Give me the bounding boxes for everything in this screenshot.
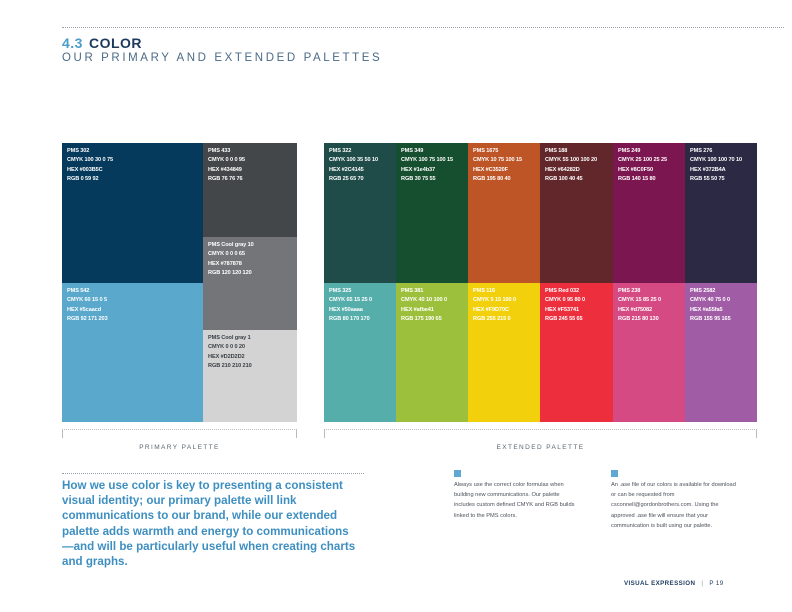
swatch-line: PMS 349 [401, 148, 424, 154]
swatch-line: HEX #8C0F50 [618, 166, 653, 173]
intro-paragraph: How we use color is key to presenting a consistent visual identity; our primary palette will link communications to our brand, while our extended palette adds warmth and energy to communications—and will be particularly useful when creating charts and graphs. [62, 479, 356, 569]
swatch-line: HEX #50aaaa [329, 306, 363, 313]
swatch-line: CMYK 40 75 0 0 [690, 297, 730, 304]
primary-palette-label: PRIMARY PALETTE [139, 444, 220, 451]
swatch-line: CMYK 0 95 80 0 [545, 297, 585, 304]
swatch-line: HEX #afbe41 [401, 306, 434, 313]
swatch-pms-cool-gray-10 [203, 237, 297, 330]
top-rule [62, 27, 784, 28]
swatch-line: HEX #d75082 [618, 306, 653, 313]
swatch-line: PMS 325 [329, 288, 352, 294]
swatch-line: PMS 433 [208, 148, 231, 154]
swatch-pms-302 [62, 143, 203, 283]
swatch-line: HEX #003B5C [67, 166, 103, 173]
swatch-pms-325 [324, 283, 396, 422]
swatch-line: RGB 255 215 0 [473, 316, 511, 323]
swatch-line: CMYK 100 100 70 10 [690, 157, 742, 164]
swatch-line: CMYK 60 15 0 5 [67, 297, 107, 304]
swatch-line: CMYK 5 15 100 0 [473, 297, 516, 304]
swatch-line: RGB 140 15 80 [618, 176, 656, 183]
swatch-line: RGB 0 59 92 [67, 176, 99, 183]
swatch-line: PMS Cool gray 1 [208, 335, 251, 341]
swatch-pms-433 [203, 143, 297, 237]
swatch-line: HEX #2C4145 [329, 166, 364, 173]
swatch-line: RGB 120 120 120 [208, 270, 252, 277]
swatch-pms-2582 [685, 283, 757, 422]
swatch-line: PMS 542 [67, 288, 90, 294]
swatch-line: HEX #372B4A [690, 166, 726, 173]
swatch-pms-349 [396, 143, 468, 283]
note-color-formulas: Always use the correct color formulas when building new communications. Our palette includes custom defined CMYK and RGB builds linked to the PMS colors. [454, 482, 575, 519]
swatch-pms-542 [62, 283, 203, 422]
footer-separator: | [701, 580, 704, 587]
note-ase-file: An .ase file of our colors is available for download or can be requested from csconnell@gordonbrothers.com. Using the approved .ase file will ensure that your communication is built using our palette. [611, 482, 736, 529]
swatch-line: RGB 55 50 75 [690, 176, 725, 183]
note-square-icon [454, 470, 461, 477]
swatch-pms-322 [324, 143, 396, 283]
swatch-line: RGB 215 80 130 [618, 316, 659, 323]
swatch-line: HEX #1e4b37 [401, 166, 436, 173]
swatch-line: PMS Red 032 [545, 288, 580, 294]
swatch-line: PMS 238 [618, 288, 641, 294]
swatch-line: PMS 249 [618, 148, 641, 154]
body-rule [62, 473, 364, 474]
swatch-pms-188 [540, 143, 613, 283]
swatch-pms-116 [468, 283, 540, 422]
swatch-line: PMS 381 [401, 288, 424, 294]
swatch-line: CMYK 65 15 25 0 [329, 297, 372, 304]
swatch-pms-249 [613, 143, 685, 283]
footer-page-number: P 19 [709, 580, 724, 587]
section-number: 4.3 [62, 35, 83, 51]
swatch-line: PMS 1675 [473, 148, 499, 154]
swatch-line: RGB 210 210 210 [208, 363, 252, 370]
swatch-line: RGB 155 95 165 [690, 316, 731, 323]
swatch-line: PMS 116 [473, 288, 495, 294]
swatch-line: RGB 76 76 76 [208, 176, 243, 183]
swatch-line: CMYK 55 100 100 20 [545, 157, 597, 164]
swatch-line: RGB 30 75 55 [401, 176, 436, 183]
extended-palette-label: EXTENDED PALETTE [496, 444, 585, 451]
swatch-line: RGB 80 170 170 [329, 316, 370, 323]
swatch-line: PMS 188 [545, 148, 568, 154]
swatch-line: RGB 92 171 203 [67, 316, 108, 323]
swatch-line: CMYK 15 85 25 0 [618, 297, 661, 304]
swatch-line: CMYK 40 10 100 0 [401, 297, 447, 304]
swatch-line: PMS 322 [329, 148, 352, 154]
section-title: COLOR [88, 35, 143, 51]
swatch-pms-1675 [468, 143, 540, 283]
swatch-pms-cool-gray-1 [203, 330, 297, 422]
section-heading [62, 35, 142, 51]
swatch-pms-238 [613, 283, 685, 422]
swatch-line: RGB 195 80 40 [473, 176, 511, 183]
swatch-line: HEX #F9D70C [473, 306, 509, 313]
swatch-line: CMYK 10 75 100 15 [473, 157, 522, 164]
swatch-line: RGB 25 65 70 [329, 176, 364, 183]
swatch-line: HEX #a55fa5 [690, 306, 723, 313]
swatch-line: HEX #5caacd [67, 306, 102, 313]
swatch-pms-276 [685, 143, 757, 283]
swatch-line: HEX #64282D [545, 166, 580, 173]
swatch-line: RGB 100 40 45 [545, 176, 583, 183]
footer-section: VISUAL EXPRESSION [624, 580, 696, 587]
swatch-line: PMS 2582 [690, 288, 716, 294]
swatch-line: CMYK 0 0 0 65 [208, 251, 245, 258]
swatch-line: HEX #F53741 [545, 306, 580, 313]
swatch-line: CMYK 100 30 0 75 [67, 157, 113, 164]
swatch-line: RGB 245 55 65 [545, 316, 583, 323]
swatch-pms-381 [396, 283, 468, 422]
swatch-line: HEX #C3520F [473, 166, 508, 173]
swatch-line: RGB 175 190 65 [401, 316, 442, 323]
swatch-line: PMS 302 [67, 148, 90, 154]
extended-palette-bracket [324, 429, 757, 438]
swatch-line: HEX #D2D2D2 [208, 353, 245, 360]
section-subtitle: OUR PRIMARY AND EXTENDED PALETTES [62, 52, 383, 64]
page-footer [624, 580, 724, 587]
swatch-line: HEX #787878 [208, 260, 242, 267]
note-square-icon [611, 470, 618, 477]
swatch-pms-red-032 [540, 283, 613, 422]
swatch-line: CMYK 100 75 100 15 [401, 157, 453, 164]
swatch-line: PMS Cool gray 10 [208, 242, 254, 248]
primary-palette-bracket [62, 429, 297, 438]
swatch-line: CMYK 100 35 50 10 [329, 157, 378, 164]
swatch-line: HEX #434849 [208, 166, 242, 173]
swatch-line: CMYK 0 0 0 95 [208, 157, 245, 164]
swatch-line: CMYK 25 100 25 25 [618, 157, 667, 164]
swatch-line: PMS 276 [690, 148, 713, 154]
swatch-line: CMYK 0 0 0 20 [208, 344, 245, 351]
